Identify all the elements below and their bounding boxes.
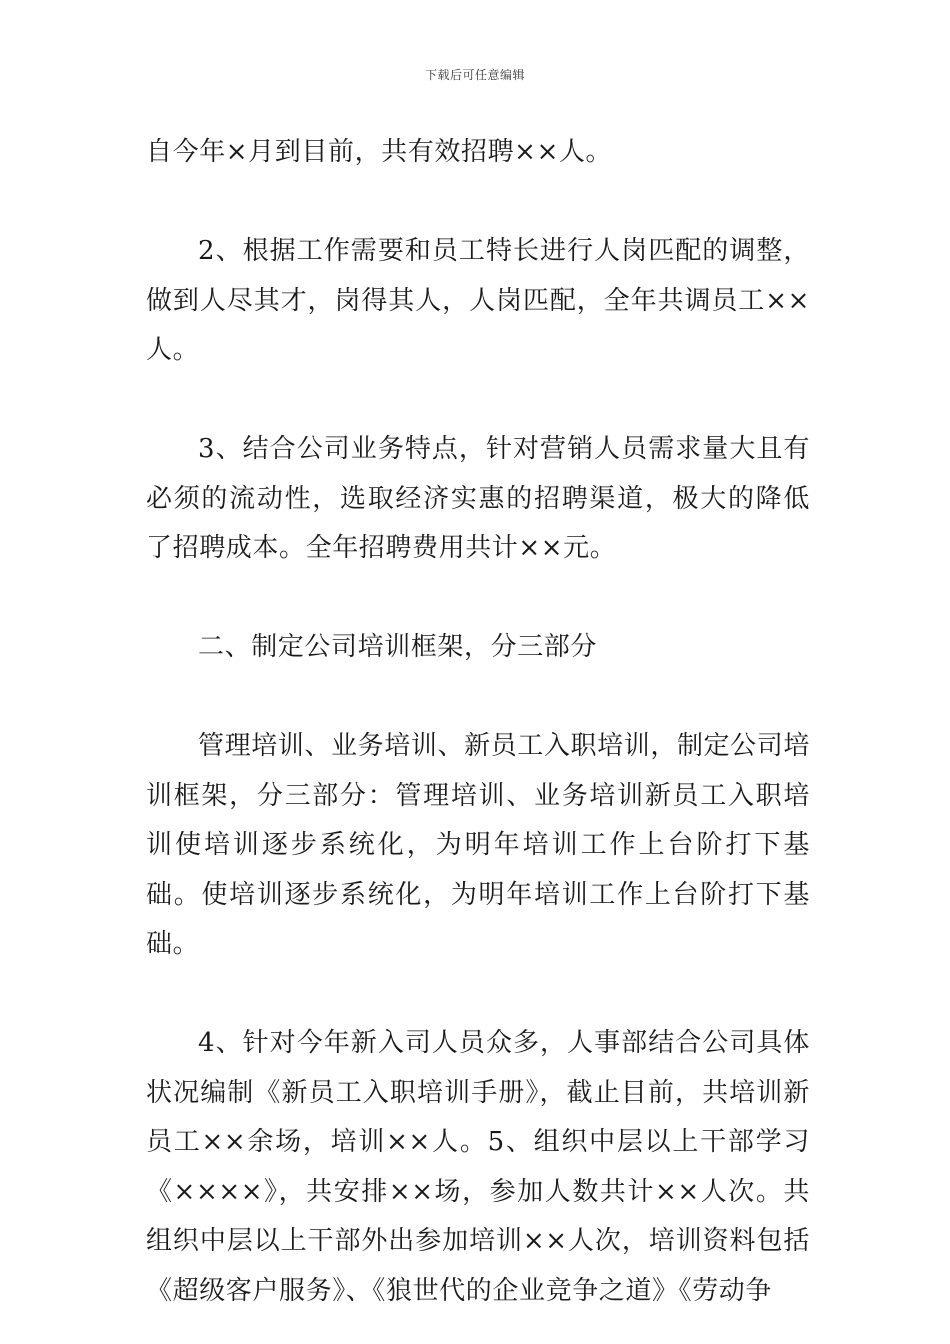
paragraph-gap — [146, 376, 810, 426]
paragraph-item-3: 3、结合公司业务特点，针对营销人员需求量大且有必须的流动性，选取经济实惠的招聘渠道，极大的降低了招聘成本。全年招聘费用共计××元。 — [146, 434, 810, 563]
paragraph-recruitment-summary: 自今年×月到目前，共有效招聘××人。 — [146, 137, 613, 167]
paragraph-gap — [146, 673, 810, 723]
paragraph-gap — [146, 970, 810, 1020]
section-heading-training: 二、制定公司培训框架，分三部分 — [198, 632, 598, 662]
paragraph-item-2: 2、根据工作需要和员工特长进行人岗匹配的调整，做到人尽其才，岗得其人，人岗匹配，全年共调员工××人。 — [146, 236, 810, 365]
document-body — [146, 128, 810, 1316]
header-note: 下载后可任意编辑 — [424, 68, 525, 82]
paragraph-gap — [146, 178, 810, 228]
paragraph-training-framework: 管理培训、业务培训、新员工入职培训，制定公司培训框架，分三部分：管理培训、业务培训新员工入职培训使培训逐步系统化，为明年培训工作上台阶打下基础。使培训逐步系统化，为明年培训工作上台阶打下基础。 — [146, 731, 810, 959]
paragraph-item-4: 4、针对今年新入司人员众多，人事部结合公司具体状况编制《新员工入职培训手册》，截止目前，共培训新员工××余场，培训××人。5、组织中层以上干部学习《××××》，共安排××场，参加人数共计××人次。共组织中层以上干部外出参加培训××人次，培训资料包括《超级客户服务》、《狼世代的企业竞争之道》《劳动争 — [146, 1028, 810, 1306]
paragraph-gap — [146, 574, 810, 624]
